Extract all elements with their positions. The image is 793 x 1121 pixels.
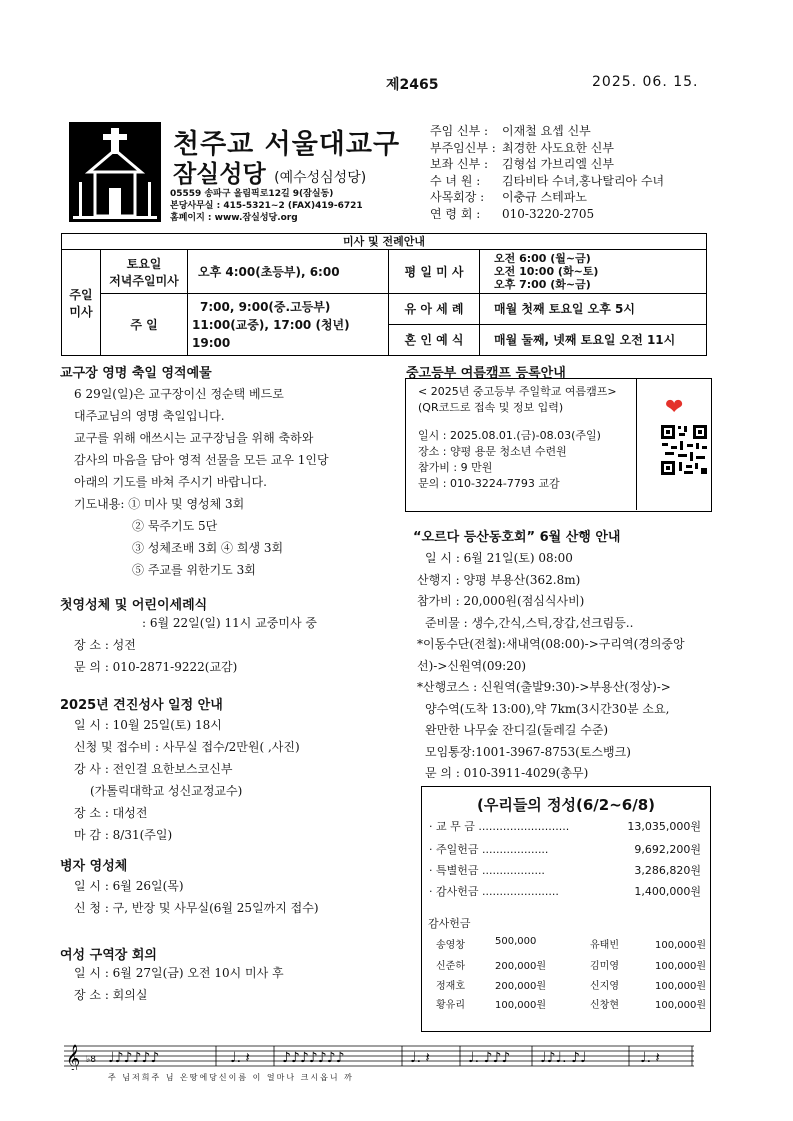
music-staff-icon [64,1040,694,1070]
camp-divider [636,378,637,510]
sick-body: 일 시 : 6월 26일(목) 신 청 : 구, 반장 및 사무실(6월 25일까지 접수) [74,879,319,915]
communion-title: 첫영성체 및 어린이세례식 [60,598,208,613]
retreat-title: 2025년 견진성사 일정 안내 [60,698,223,713]
thanks-name: 황유리 [436,1000,465,1011]
thanks-amount: 100,000원 [655,961,707,972]
parish-phone: 본당사무실 : 415-5321~2 (FAX)419-6721 [170,201,363,211]
thanks-amount: 100,000원 [655,940,707,951]
issue-number: 제2465 [386,77,439,93]
svg-text:♩. 𝄽: ♩. 𝄽 [640,1050,660,1066]
thanks-name: 송영창 [436,940,465,951]
issue-date: 2025. 06. 15. [592,74,699,90]
thanks-title: 감사헌금 [428,917,471,930]
thanks-name: 김미영 [590,961,619,972]
mass-schedule-table: 주일 미사 토요일 저녁주일미사 오후 4:00(초등부), 6:00 평 일 미 사 오전 6:00 (월~금) 오전 10:00 (화~토) 오후 7:00 (화~금) 주 일 7:00, 9:00(중.고등부) 11:00(교중), 17:00 (청년) 19:00 유 아 세 례 혼 인 예 식 매월 첫째 토요일 오후 5시 매월 둘째, 넷째 토요일 오전 11시 [61,249,707,356]
thanks-name: 정재호 [436,981,465,992]
qr-code-icon[interactable] [660,424,708,476]
svg-text:♩♪♪♪♪♪: ♩♪♪♪♪♪ [108,1050,160,1066]
svg-text:♩. 𝄽: ♩. 𝄽 [410,1050,430,1066]
offering-row: · 교 무 금 .......................... 13,035,000원 [429,820,701,833]
feast-body: 6 29일(일)은 교구장이신 정순택 베드로 대주교님의 영명 축일입니다. 교구를 위해 애쓰시는 교구장님을 위해 축하와 감사의 마음을 담아 영적 선물을 모든 교우 1인당 아래의 기도를 바쳐 주시기 바랍니다. 기도내용: ① 미사 및 영성체 3회 ② 묵주기도 5단 ③ 성체조배 3회 ④ 희생 3회 ⑤ 주교를 위한기도 3회 [74,387,329,577]
svg-text:♩. 𝄽: ♩. 𝄽 [230,1050,250,1066]
hiking-title: “오르다 등산동호회” 6월 산행 안내 [413,530,621,545]
svg-text:𝄞: 𝄞 [66,1044,81,1070]
camp-title: 중고등부 여름캠프 등록안내 [406,366,566,381]
thanks-amount: 100,000원 [655,1000,707,1011]
svg-text:♪♪♪♪♪♪♪: ♪♪♪♪♪♪♪ [282,1050,345,1066]
parish-address: 05559 송파구 올림픽로12길 9(잠실동) [170,189,334,199]
mass-table-title: 미사 및 전례안내 [61,233,707,250]
sunday-mass-label: 주일 미사 [62,250,101,356]
women-body: 일 시 : 6월 27일(금) 오전 10시 미사 후 장 소 : 회의실 [74,966,284,1002]
offering-title: (우리들의 정성(6/2~6/8) [476,796,655,814]
communion-body: : 6월 22일(일) 11시 교중미사 중 장 소 : 성전 문 의 : 010-2871-9222(교감) [74,616,317,674]
diocese-name: 천주교 서울대교구 [173,129,401,160]
svg-text:♩♪♩. ♪♩: ♩♪♩. ♪♩ [540,1050,587,1066]
church-logo-icon [69,122,161,222]
parish-name: 잠실성당 (예수성심성당) [173,160,367,188]
staff-list: 주임 신부 : 이재철 요셉 신부 부주임신부 : 최경한 사도요한 신부 보좌 신부 : 김형섭 가브리엘 신부 수 녀 원 : 김타비타 수녀,홍나탈리아 수녀 사목회장 : 이충규 스테파노 연 령 회 : 010-3220-2705 [430,124,665,221]
camp-body: < 2025년 중고등부 주일학교 여름캠프> (QR코드로 접속 및 정보 입력) 일시 : 2025.08.01.(금)-08.03(주일) 장소 : 양평 용문 청소년 수련원 참가비 : 9 만원 문의 : 010-3224-7793 교감 [418,385,617,490]
thanks-name: 유태빈 [590,940,619,951]
svg-text:♩. ♪♪♪: ♩. ♪♪♪ [468,1050,511,1066]
parish-web: 홈페이지 : www.잠실성당.org [170,213,298,223]
offering-row: · 감사헌금 ...................... 1,400,000원 [429,885,701,898]
thanks-name: 신준하 [436,961,465,972]
thanks-amount: 200,000원 [495,961,547,972]
thanks-name: 신창현 [590,1000,619,1011]
sick-title: 병자 영성체 [60,859,128,874]
women-title: 여성 구역장 회의 [60,948,157,963]
thanks-amount: 100,000원 [655,981,707,992]
thanks-name: 신지영 [590,981,619,992]
hymn-lyrics: 주 님저희주 님 온땅에당신이름 이 얼마나 크시옵니 까 [108,1073,354,1082]
hiking-body: 일 시 : 6월 21일(토) 08:00 산행지 : 양평 부용산(362.8m) 참가비 : 20,000원(점심식사비) 준비물 : 생수,간식,스틱,장갑,선크림등.. *이동수단(전철):새내역(08:00)->구리역(경의중앙 선)->신원역(09:20) *산행코스 : 신원역(출발9:30)->부용산(정상)-> 양수역(도착 13:00),약 7km(3시간30분 소요, 완만한 나무숲 잔디길(둘레길 수준) 모임통장:1001-3967-8753(토스뱅크) 문 의 : 010-3911-4029(총무) [417,551,685,780]
thanks-amount: 500,000 [495,936,537,947]
feast-title: 교구장 영명 축일 영적예물 [60,366,212,381]
thanks-amount: 100,000원 [495,1000,547,1011]
offering-row: · 특별헌금 .................. 3,286,820원 [429,864,701,877]
offering-row: · 주일헌금 ................... 9,692,200원 [429,843,701,856]
svg-text:♭8: ♭8 [86,1055,96,1065]
thanks-amount: 200,000원 [495,981,547,992]
heart-icon: ❤ [665,395,684,420]
retreat-body: 일 시 : 10월 25일(토) 18시 신청 및 접수비 : 사무실 접수/2만원( ,사진) 강 사 : 전인걸 요한보스코신부 (가톨릭대학교 성신교정교수) 장 소 : 대성전 마 감 : 8/31(주일) [74,718,300,842]
